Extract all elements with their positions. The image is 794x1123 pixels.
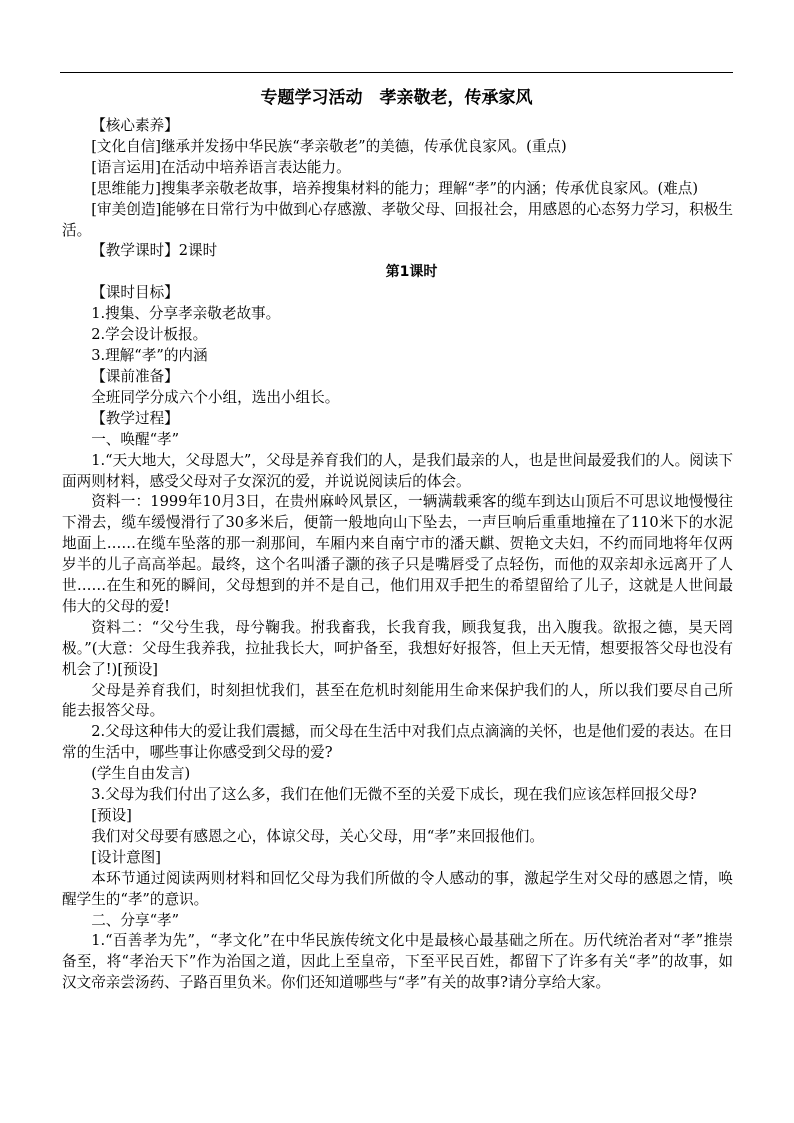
core-literacy-item: [语言运用]在活动中培养语言表达能力。	[91, 158, 351, 176]
section-heading: 二、分享“孝”	[91, 911, 180, 929]
paragraph: [预设]	[91, 807, 132, 824]
goal-item: 1.搜集、分享孝亲敬老故事。	[91, 305, 281, 323]
core-literacy-item: [审美创造]能够在日常行为中做到心存感激、孝敬父母、回报社会，用感恩的心态努力学习，积极生活。	[62, 200, 733, 239]
lesson-heading: 第1课时	[385, 264, 438, 281]
paragraph: 父母是养育我们，时刻担忧我们，甚至在危机时刻能用生命来保护我们的人，所以我们要尽自己所能去报答父母。	[62, 681, 733, 720]
paragraph: 我们对父母要有感恩之心，体谅父母，关心父母，用“孝”来回报他们。	[91, 827, 544, 845]
document-title: 专题学习活动 孝亲敬老，传承家风	[260, 88, 533, 108]
core-literacy-item: [思维能力]搜集孝亲敬老故事，培养搜集材料的能力；理解“孝”的内涵；传承优良家风。(难点)	[91, 179, 699, 197]
core-literacy-item: [文化自信]继承并发扬中华民族“孝亲敬老”的美德，传承优良家风。(重点)	[91, 137, 567, 155]
document-body	[62, 116, 733, 994]
paragraph: (学生自由发言)	[91, 765, 191, 783]
paragraph: 2.父母这种伟大的爱让我们震撼，而父母在生活中对我们点点滴滴的关怀，也是他们爱的表达。在日常的生活中，哪些事让你感受到父母的爱?	[62, 723, 733, 762]
paragraph: 资料二：“父兮生我，母兮鞠我。拊我畜我，长我育我，顾我复我，出入腹我。欲报之德，昊天罔极。”(大意：父母生我养我，拉扯我长大，呵护备至，我想好好报答，但上天无情，想要报答父母也没有机会了!)[预设]	[62, 618, 733, 678]
prep-text: 全班同学分成六个小组，选出小组长。	[91, 388, 340, 406]
paragraph: 3.父母为我们付出了这么多，我们在他们无微不至的关爱下成长，现在我们应该怎样回报父母?	[91, 786, 697, 804]
paragraph: 本环节通过阅读两则材料和回忆父母为我们所做的令人感动的事，激起学生对父母的感恩之情，唤醒学生的“孝”的意识。	[62, 869, 733, 908]
goal-item: 2.学会设计板报。	[91, 326, 208, 344]
prep-heading: 【课前准备】	[91, 367, 179, 385]
section-heading: 一、唤醒“孝”	[91, 430, 180, 448]
paragraph: [设计意图]	[91, 848, 161, 866]
process-heading: 【教学过程】	[91, 409, 179, 427]
paragraph: 资料一：1999年10月3日，在贵州麻岭风景区，一辆满载乘客的缆车到达山顶后不可思议地慢慢往下滑去，缆车缓慢滑行了30多米后，便箭一般地向山下坠去，一声巨响后重重地撞在了110米下的水泥地面上……在缆车坠落的那一刹那间，车厢内来自南宁市的潘天麒、贺艳文夫妇，不约而同地将年仅两岁半的儿子高高举起。最终，这个名叫潘子灏的孩子只是嘴唇受了点轻伤，而他的双亲却永远离开了人世……在生和死的瞬间，父母想到的并不是自己，他们用双手把生的希望留给了儿子，这就是人世间最伟大的父母的爱!	[62, 493, 733, 615]
paragraph: 1.“百善孝为先”，“孝文化”在中华民族传统文化中是最核心最基础之所在。历代统治者对“孝”推崇备至，将“孝治天下”作为治国之道，因此上至皇帝，下至平民百姓，都留下了许多有关“孝”的故事，如汉文帝亲尝汤药、子路百里负米。你们还知道哪些与“孝”有关的故事?请分享给大家。	[62, 932, 733, 992]
lesson-goals-heading: 【课时目标】	[91, 284, 179, 302]
class-hours: 【教学课时】2课时	[91, 242, 218, 260]
header-rule	[60, 72, 733, 73]
goal-item: 3.理解“孝”的内涵	[91, 347, 208, 365]
paragraph: 1.“天大地大，父母恩大”，父母是养育我们的人，是我们最亲的人，也是世间最爱我们的人。阅读下面两则材料，感受父母对子女深沉的爱，并说说阅读后的体会。	[62, 451, 733, 490]
core-literacy-heading: 【核心素养】	[91, 117, 179, 134]
